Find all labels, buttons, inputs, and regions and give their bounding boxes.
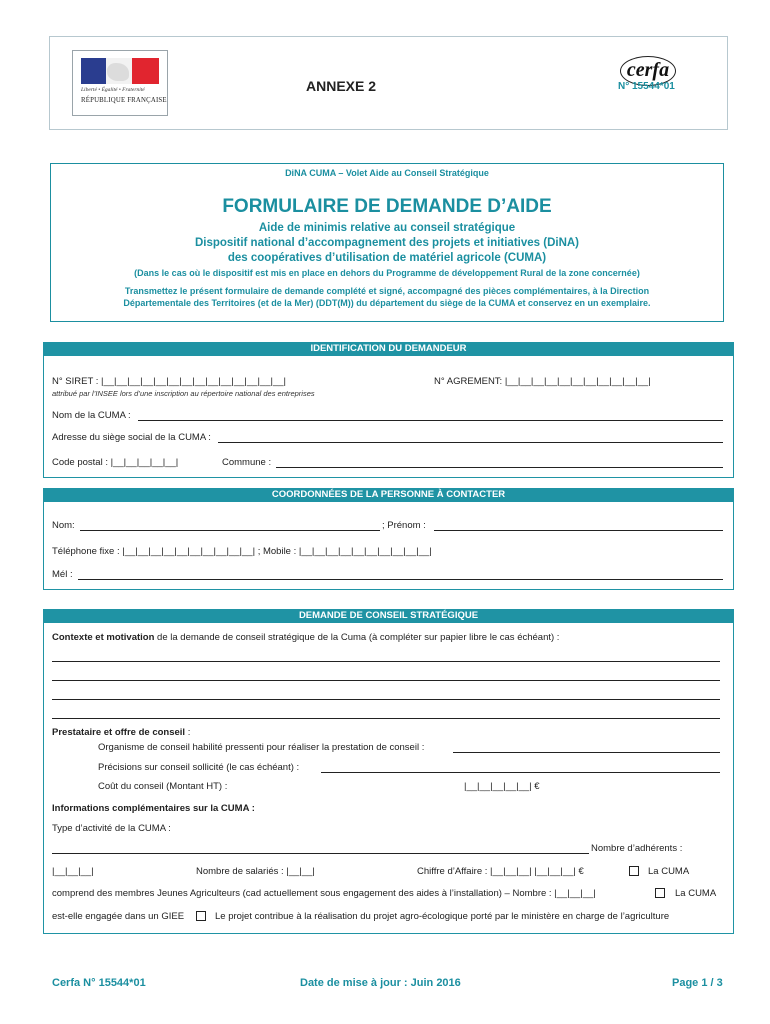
employees-field[interactable]: Nombre de salariés : |__|__| — [196, 866, 315, 877]
context-line-1[interactable] — [52, 661, 720, 662]
title-line-2: Dispositif national d’accompagnement des projets et initiatives (DiNA) — [194, 237, 580, 249]
contact-heading: COORDONNÉES DE LA PERSONNE À CONTACTER — [43, 488, 734, 502]
activity-type-label: Type d’activité de la CUMA : — [52, 823, 171, 834]
cuma-name-field[interactable] — [138, 420, 723, 421]
address-field[interactable] — [218, 442, 723, 443]
members-count-field[interactable]: |__|__|__| — [52, 866, 94, 877]
members-count-label: Nombre d’adhérents : — [591, 843, 683, 854]
email-label: Mél : — [52, 569, 73, 580]
email-field[interactable] — [78, 579, 723, 580]
postal-code-field[interactable]: Code postal : |__|__|__|__|__| — [52, 457, 179, 468]
identification-heading: IDENTIFICATION DU DEMANDEUR — [43, 342, 734, 356]
siret-field[interactable]: N° SIRET : |__|__|__|__|__|__|__|__|__|__|__|__|__|__| — [52, 376, 286, 387]
flag-blue — [81, 58, 106, 84]
title-line-3: des coopératives d’utilisation de matériel agricole (CUMA) — [227, 252, 547, 264]
contact-name-field[interactable] — [80, 530, 380, 531]
title-note-2: Transmettez le présent formulaire de demande complété et signé, accompagné des pièces complémentaires, à la Direction — [124, 286, 650, 296]
provider-label-bold: Prestataire et offre de conseil — [52, 727, 186, 738]
address-label: Adresse du siège social de la CUMA : — [52, 432, 211, 443]
provider-label — [52, 727, 190, 738]
form-subtitle: DiNA CUMA – Volet Aide au Conseil Stratégique — [285, 168, 489, 178]
organism-field[interactable] — [453, 752, 720, 753]
context-label-rest: de la demande de conseil stratégique de la Cuma (à compléter sur papier libre le cas échéant) : — [154, 632, 560, 643]
precisions-field[interactable] — [321, 772, 720, 773]
giee-label: est-elle engagée dans un GIEE — [52, 911, 185, 922]
title-note-3: Départementale des Territoires (et de la Mer) (DDT(M)) du département du siège de la CUMA et conservez en un exemplaire. — [123, 298, 651, 308]
demande-heading: DEMANDE DE CONSEIL STRATÉGIQUE — [43, 609, 734, 623]
footer-date: Date de mise à jour : Juin 2016 — [300, 977, 461, 989]
young-farmers-label[interactable]: comprend des membres Jeunes Agriculteurs (cad actuellement sous engagement des aides à l’installation) – Nombre : |__|__|__| — [52, 888, 596, 899]
la-cuma-label-2: La CUMA — [675, 888, 717, 899]
cerfa-logo-text: cerfa — [626, 59, 670, 81]
giee-checkbox[interactable] — [652, 888, 668, 900]
commune-field[interactable] — [276, 467, 723, 468]
flag-red — [132, 58, 159, 84]
cost-field[interactable]: |__|__|__|__|__| € — [464, 781, 540, 792]
title-line-1: Aide de minimis relative au conseil stratégique — [258, 222, 516, 234]
agro-ecology-label: Le projet contribue à la réalisation du projet agro-écologique porté par le ministère en charge de l’agriculture — [215, 911, 670, 922]
organism-label: Organisme de conseil habilité pressenti pour réaliser la prestation de conseil : — [98, 742, 425, 753]
context-line-4[interactable] — [52, 718, 720, 719]
cuma-name-label: Nom de la CUMA : — [52, 410, 131, 421]
commune-label: Commune : — [222, 457, 272, 468]
motto: Liberté • Égalité • Fraternité — [81, 87, 145, 93]
contact-section — [43, 488, 734, 590]
context-line-3[interactable] — [52, 699, 720, 700]
contact-name-label: Nom: — [52, 520, 75, 531]
footer-cerfa: Cerfa N° 15544*01 — [52, 977, 146, 989]
title-note-1: (Dans le cas où le dispositif est mis en place en dehors du Programme de développement Rural de la zone concernée) — [134, 268, 640, 278]
precisions-label: Précisions sur conseil sollicité (le cas échéant) : — [98, 762, 300, 773]
marianne-profile-icon — [107, 63, 129, 81]
annex-label: ANNEXE 2 — [306, 78, 377, 94]
agrement-field[interactable]: N° AGREMENT: |__|__|__|__|__|__|__|__|__|__|__| — [434, 376, 651, 387]
turnover-field[interactable]: Chiffre d’Affaire : |__|__|__| |__|__|__| € — [417, 866, 584, 877]
contact-firstname-label: ; Prénom : — [382, 520, 426, 531]
context-label — [52, 632, 559, 643]
context-line-2[interactable] — [52, 680, 720, 681]
phone-fields[interactable]: Téléphone fixe : |__|__|__|__|__|__|__|__|__|__| ; Mobile : |__|__|__|__|__|__|__|__|__|__| — [52, 546, 432, 557]
info-heading: Informations complémentaires sur la CUMA : — [52, 803, 255, 814]
siret-note: attribué par l’INSEE lors d’une inscription au répertoire national des entreprises — [52, 389, 315, 398]
republic-label: RÉPUBLIQUE FRANÇAISE — [81, 97, 167, 104]
cost-label: Coût du conseil (Montant HT) : — [98, 781, 228, 792]
activity-type-field[interactable] — [52, 853, 589, 854]
footer-page: Page 1 / 3 — [672, 977, 723, 989]
marianne-logo — [72, 50, 168, 116]
contact-firstname-field[interactable] — [434, 530, 723, 531]
provider-label-rest: : — [185, 727, 191, 738]
agro-ecology-checkbox[interactable] — [193, 911, 209, 923]
la-cuma-label-1: La CUMA — [648, 866, 690, 877]
checkbox-icon — [655, 888, 665, 898]
young-farmers-checkbox[interactable] — [626, 866, 642, 878]
context-label-bold: Contexte et motivation — [52, 632, 155, 643]
form-title: FORMULAIRE DE DEMANDE D’AIDE — [222, 196, 552, 217]
checkbox-icon — [629, 866, 639, 876]
checkbox-icon — [196, 911, 206, 921]
cerfa-number: N° 15544*01 — [618, 81, 675, 92]
